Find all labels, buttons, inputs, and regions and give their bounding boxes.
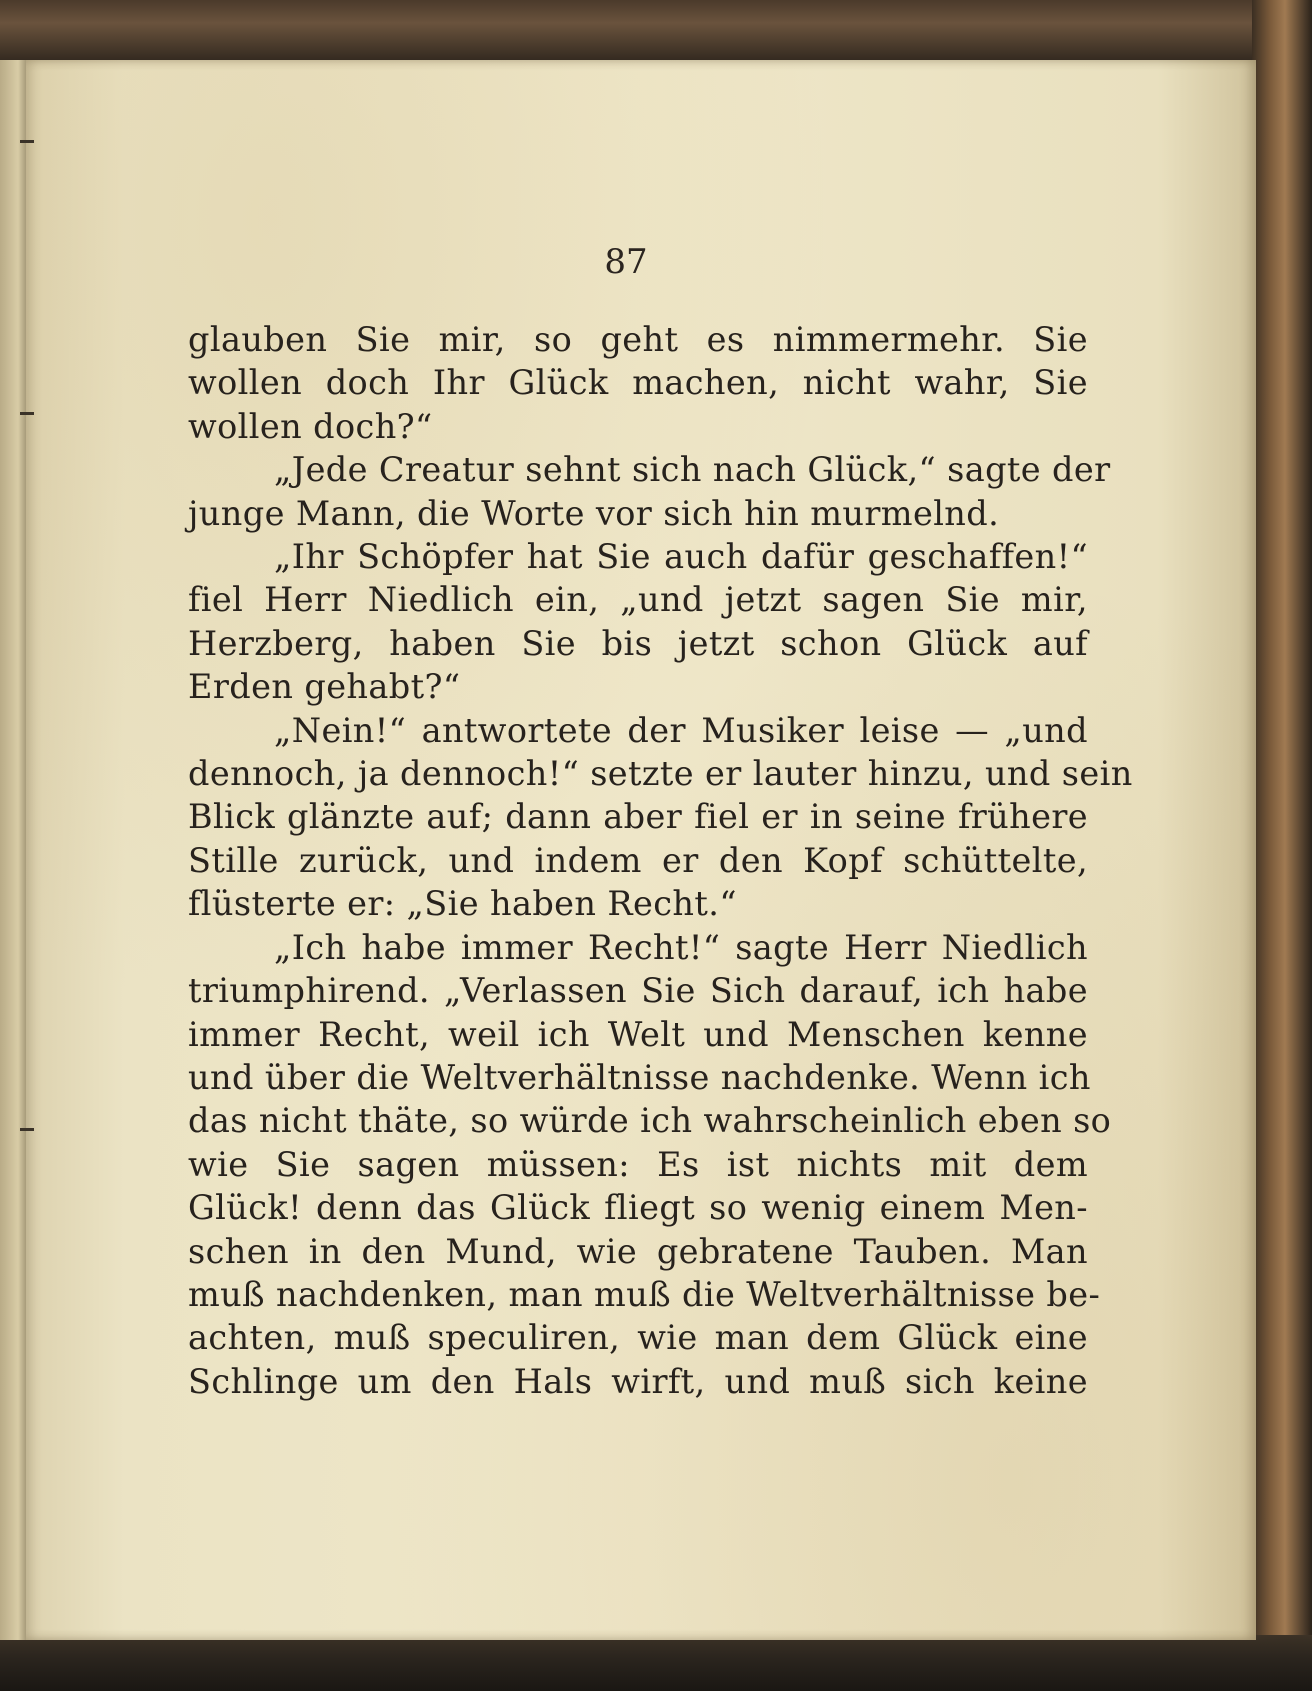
text-line: glauben Sie mir, so geht es nimmermehr. Sie bbox=[188, 320, 1088, 359]
page-number: 87 bbox=[604, 242, 648, 282]
text-line: Stille zurück, und indem er den Kopf schüttelte, bbox=[188, 840, 1088, 880]
text-line: wollen doch?“ bbox=[188, 406, 433, 446]
edge-mark bbox=[20, 140, 34, 143]
text-line: immer Recht, weil ich Welt und Menschen kenne bbox=[188, 1014, 1088, 1054]
text-line: achten, muß speculiren, wie man dem Glück eine bbox=[188, 1318, 1088, 1358]
text-line: muß nachdenken, man muß die Weltverhältnisse be- bbox=[188, 1274, 1101, 1314]
book-page bbox=[26, 60, 1256, 1640]
text-line: und über die Weltverhältnisse nachdenke. Wenn ich bbox=[188, 1057, 1091, 1097]
text-line: flüsterte er: „Sie haben Recht.“ bbox=[188, 884, 737, 924]
text-line: „Nein!“ antwortete der Musiker leise — „und bbox=[274, 710, 1088, 750]
text-line: „Ihr Schöpfer hat Sie auch dafür geschaffen!“ bbox=[274, 537, 1088, 577]
text-line: dennoch, ja dennoch!“ setzte er lauter hinzu, und sein bbox=[188, 754, 1133, 794]
book-cover-top bbox=[0, 0, 1312, 66]
page-text bbox=[188, 318, 1133, 1403]
text-line: junge Mann, die Worte vor sich hin murmelnd. bbox=[188, 493, 1000, 533]
text-line: „Jede Creatur sehnt sich nach Glück,“ sagte der bbox=[274, 450, 1111, 490]
text-line: das nicht thäte, so würde ich wahrscheinlich eben so bbox=[188, 1101, 1112, 1141]
text-line: Schlinge um den Hals wirft, und muß sich keine bbox=[188, 1361, 1088, 1401]
text-line: Herzberg, haben Sie bis jetzt schon Glück auf bbox=[188, 623, 1088, 663]
text-line: fiel Herr Niedlich ein, „und jetzt sagen Sie mir, bbox=[188, 580, 1088, 620]
text-line: schen in den Mund, wie gebratene Tauben. Man bbox=[188, 1231, 1088, 1271]
text-line: triumphirend. „Verlassen Sie Sich darauf, ich habe bbox=[188, 971, 1088, 1011]
edge-mark bbox=[20, 412, 34, 415]
text-line: Glück! denn das Glück fliegt so wenig einem Men- bbox=[188, 1188, 1088, 1228]
edge-mark bbox=[20, 1128, 34, 1131]
text-line: wollen doch Ihr Glück machen, nicht wahr, Sie bbox=[188, 363, 1088, 403]
text-line: Erden gehabt?“ bbox=[188, 667, 461, 707]
book-cover-right bbox=[1252, 0, 1312, 1691]
text-line: „Ich habe immer Recht!“ sagte Herr Niedlich bbox=[274, 927, 1088, 967]
text-line: Blick glänzte auf; dann aber fiel er in seine frühere bbox=[188, 797, 1088, 837]
book-cover-bottom bbox=[0, 1635, 1312, 1691]
text-line: wie Sie sagen müssen: Es ist nichts mit dem bbox=[188, 1144, 1088, 1184]
